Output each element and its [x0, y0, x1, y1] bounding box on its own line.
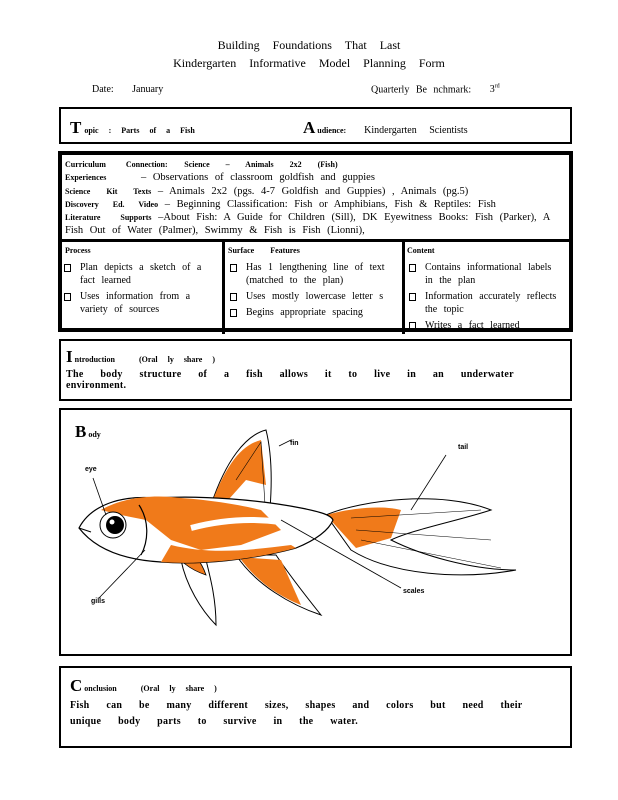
title-line-2: Kindergarten Informative Model Planning Form	[173, 56, 445, 70]
surface-criterion: Uses mostly lowercase letter s	[228, 290, 403, 303]
audience-field: Audience: Kindergarten Scientists	[303, 118, 468, 137]
benchmark-field	[371, 84, 500, 95]
content-column	[407, 242, 557, 332]
label-eye: eye	[85, 466, 97, 473]
date-label: Date:	[92, 84, 114, 95]
label-tail: tail	[458, 444, 469, 451]
content-criterion: Writes a fact learned	[407, 319, 557, 332]
body-heading: Body	[75, 422, 101, 441]
benchmark-value: 3rd	[489, 84, 500, 96]
topic-audience-box	[59, 107, 572, 144]
label-scales: scales	[403, 588, 425, 595]
surface-column	[228, 242, 403, 332]
label-fin: fin	[290, 440, 299, 447]
process-title: Process	[65, 246, 91, 255]
process-criterion: Plan depicts a sketch of a fact learned	[62, 261, 222, 287]
surface-criterion: Begins appropriate spacing	[228, 306, 403, 319]
process-column	[62, 242, 222, 332]
goldfish-illustration	[61, 410, 570, 654]
column-divider-1	[222, 242, 225, 334]
process-criterion: Uses information from a variety of sources	[62, 290, 222, 316]
process-list	[62, 261, 222, 316]
content-title: Content	[407, 246, 435, 255]
curriculum-criteria-box	[58, 151, 573, 332]
title-line-1: Building Foundations That Last	[217, 38, 401, 52]
column-divider-2	[402, 242, 405, 334]
introduction-box	[59, 339, 572, 401]
date-field	[92, 84, 163, 95]
date-value: January	[132, 84, 164, 95]
conclusion-box	[59, 666, 572, 748]
conclusion-text: Fish can be many different sizes, shapes and colors but need their unique body parts to survive in the water.	[70, 700, 523, 727]
conclusion-heading: Conclusion (Oral ly share )	[70, 676, 217, 695]
curriculum-connection: Curriculum Connection: Science – Animals 2x2 (Fish) Experiences – Observations of classroom goldfish and guppies Science Kit Texts – Animals 2x2 (pgs. 4-7 Goldfish and Guppies) , Animals (pg.5) Discovery Ed. Video – Beginning Classification: Fish or Amphibians, Fish & Reptiles: Fish Literature Supports –About Fish: A Guide for Children (Sill), DK Eyewitness Books: Fish (Parker), A Fish Out of Water (Palmer), Swimmy & Fish is Fish (Lionni),	[65, 160, 550, 237]
content-list	[407, 261, 557, 332]
topic-field: Topic : Parts of a Fish	[70, 118, 195, 137]
introduction-heading: Introduction (Oral ly share )	[66, 347, 216, 366]
content-criterion: Information accurately reflects the topic	[407, 290, 557, 316]
surface-criterion: Has 1 lengthening line of text (matched to the plan)	[228, 261, 403, 287]
introduction-text: The body structure of a fish allows it to live in an underwater environment.	[66, 369, 514, 391]
content-criterion: Contains informational labels in the plan	[407, 261, 557, 287]
benchmark-label: Quarterly Be nchmark:	[371, 84, 472, 96]
body-box	[59, 408, 572, 656]
surface-title: Surface Features	[228, 246, 300, 255]
label-gills: gills	[91, 598, 106, 605]
surface-list	[228, 261, 403, 319]
